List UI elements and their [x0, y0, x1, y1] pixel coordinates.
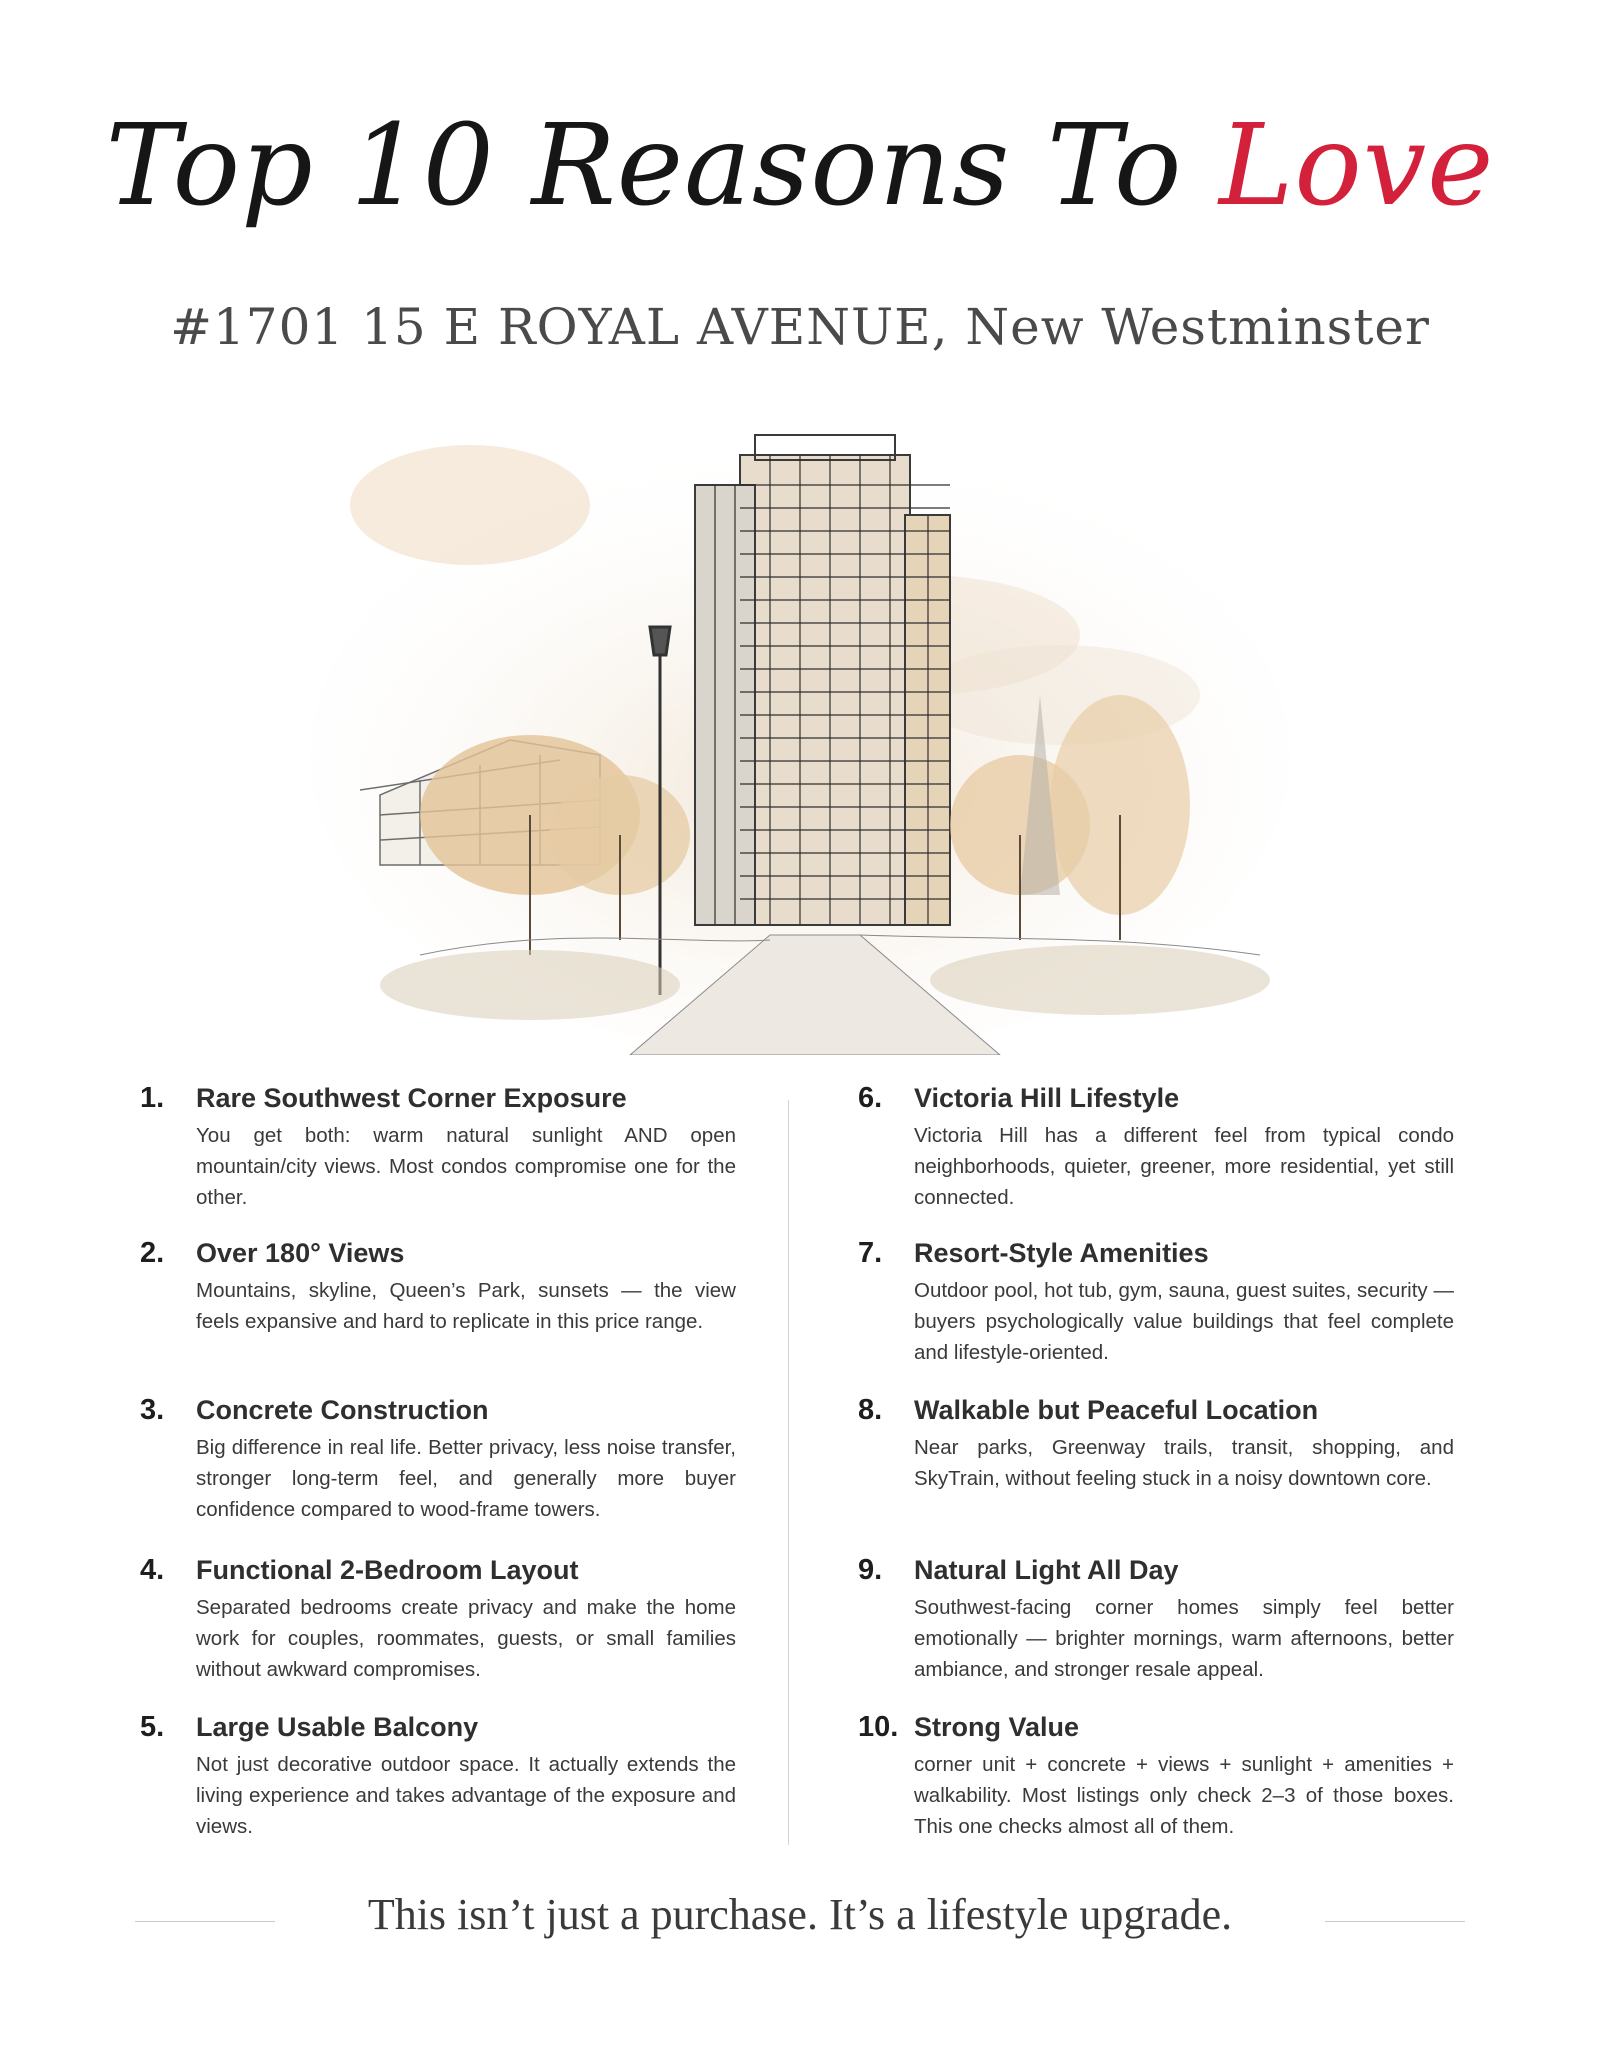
- tagline: This isn’t just a purchase. It’s a lifestyle upgrade.: [367, 1890, 1233, 1939]
- reason-number: 3.: [140, 1394, 165, 1426]
- column-divider: [788, 1100, 789, 1845]
- reason-text: Outdoor pool, hot tub, gym, sauna, guest suites, security — buyers psychologically value buildings that feel complete and lifestyle-oriented.: [914, 1279, 1454, 1364]
- reason-number: 9.: [858, 1554, 883, 1586]
- reason-title: Resort-Style Amenities: [914, 1238, 1209, 1268]
- reason-text: Big difference in real life. Better privacy, less noise transfer, stronger long-term feel, and generally more buyer confidence compared to wood-frame towers.: [196, 1436, 736, 1521]
- reason-number: 2.: [140, 1237, 165, 1269]
- reason-title: Strong Value: [914, 1712, 1080, 1742]
- reason-text: Near parks, Greenway trails, transit, shopping, and SkyTrain, without feeling stuck in a noisy downtown core.: [914, 1436, 1454, 1490]
- tagline-rule-right: [1325, 1921, 1465, 1922]
- reason-title: Natural Light All Day: [914, 1555, 1179, 1585]
- reason-text: corner unit + concrete + views + sunlight + amenities + walkability. Most listings only check 2–3 of those boxes. This one checks almost all of them.: [914, 1753, 1454, 1838]
- reason-title: Functional 2-Bedroom Layout: [196, 1555, 579, 1585]
- title-accent: Love: [1219, 101, 1495, 231]
- reason-number: 7.: [858, 1237, 883, 1269]
- reason-number: 4.: [140, 1554, 165, 1586]
- reason-text: Victoria Hill has a different feel from typical condo neighborhoods, quieter, greener, more residential, yet still connected.: [914, 1124, 1454, 1209]
- building-illustration: [300, 395, 1300, 1055]
- reason-number: 5.: [140, 1711, 165, 1743]
- footer: [130, 1885, 1470, 1945]
- reason-text: Southwest-facing corner homes simply feel better emotionally — brighter mornings, warm afternoons, better ambiance, and stronger resale appeal.: [914, 1596, 1454, 1681]
- page-title: [0, 101, 1600, 231]
- reason-text: Separated bedrooms create privacy and make the home work for couples, roommates, guests, or small families without awkward compromises.: [196, 1596, 736, 1681]
- property-address: #1701 15 E ROYAL AVENUE, New Westminster: [170, 298, 1430, 356]
- reason-number: 8.: [858, 1394, 883, 1426]
- reason-title: Concrete Construction: [196, 1395, 489, 1425]
- reason-title: Walkable but Peaceful Location: [914, 1395, 1319, 1425]
- reason-title: Victoria Hill Lifestyle: [914, 1083, 1180, 1113]
- reasons-section: [140, 1080, 1460, 1860]
- reason-title: Over 180° Views: [196, 1238, 405, 1268]
- reason-text: You get both: warm natural sunlight AND open mountain/city views. Most condos compromise one for the other.: [196, 1124, 736, 1209]
- title-main: Top 10 Reasons To: [105, 101, 1220, 231]
- reason-text: Not just decorative outdoor space. It actually extends the living experience and takes advantage of the exposure and views.: [196, 1753, 736, 1838]
- reason-title: Large Usable Balcony: [196, 1712, 479, 1742]
- reason-number: 6.: [858, 1082, 883, 1114]
- reason-title: Rare Southwest Corner Exposure: [196, 1083, 627, 1113]
- reason-number: 1.: [140, 1082, 165, 1114]
- reason-number: 10.: [858, 1711, 899, 1743]
- reason-text: Mountains, skyline, Queen’s Park, sunsets — the view feels expansive and hard to replicate in this price range.: [196, 1279, 736, 1333]
